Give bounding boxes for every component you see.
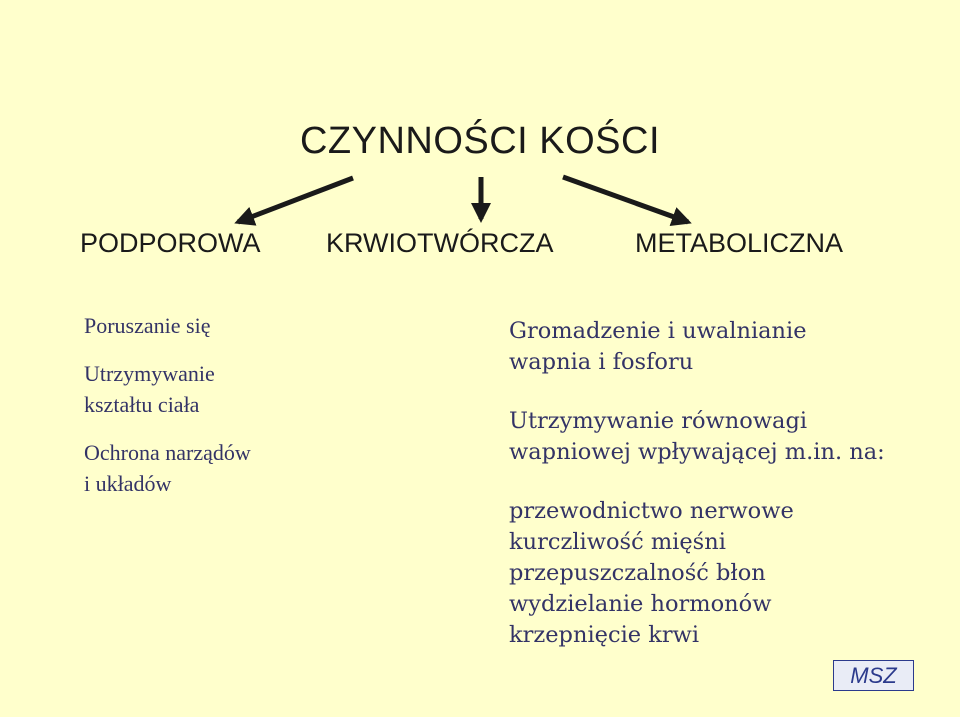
metabolic-functions — [509, 316, 949, 679]
arrow-right — [563, 177, 688, 222]
list-item-line: Poruszanie się — [84, 313, 211, 338]
text-line: Utrzymywanie równowagi — [509, 408, 808, 434]
list-item-line: kształtu ciała — [84, 392, 200, 417]
author-badge: MSZ — [833, 660, 914, 691]
list-item: przepuszczalność błon — [509, 560, 766, 586]
list-item — [84, 310, 384, 341]
category-podporowa: PODPOROWA — [80, 228, 261, 258]
list-item: kurczliwość mięśni — [509, 529, 726, 555]
arrow-left — [238, 178, 353, 222]
text-line: Gromadzenie i uwalnianie — [509, 318, 807, 344]
category-metaboliczna: METABOLICZNA — [635, 228, 844, 258]
list-item-line: Ochrona narządów — [84, 440, 251, 465]
support-functions-list — [84, 310, 384, 516]
metabolic-block — [509, 406, 949, 468]
metabolic-block — [509, 316, 949, 378]
list-item: krzepnięcie krwi — [509, 622, 700, 648]
list-item — [84, 437, 384, 499]
calcium-effects-list — [509, 496, 949, 651]
list-item — [84, 358, 384, 420]
text-line: wapnia i fosforu — [509, 349, 694, 375]
diagram-title: CZYNNOŚCI KOŚCI — [299, 120, 661, 162]
list-item-line: i układów — [84, 471, 172, 496]
list-item-line: Utrzymywanie — [84, 361, 215, 386]
text-line: wapniowej wpływającej m.in. na: — [509, 439, 885, 465]
category-krwiotworcza: KRWIOTWÓRCZA — [326, 228, 554, 258]
list-item: przewodnictwo nerwowe — [509, 498, 794, 524]
list-item: wydzielanie hormonów — [509, 591, 772, 617]
